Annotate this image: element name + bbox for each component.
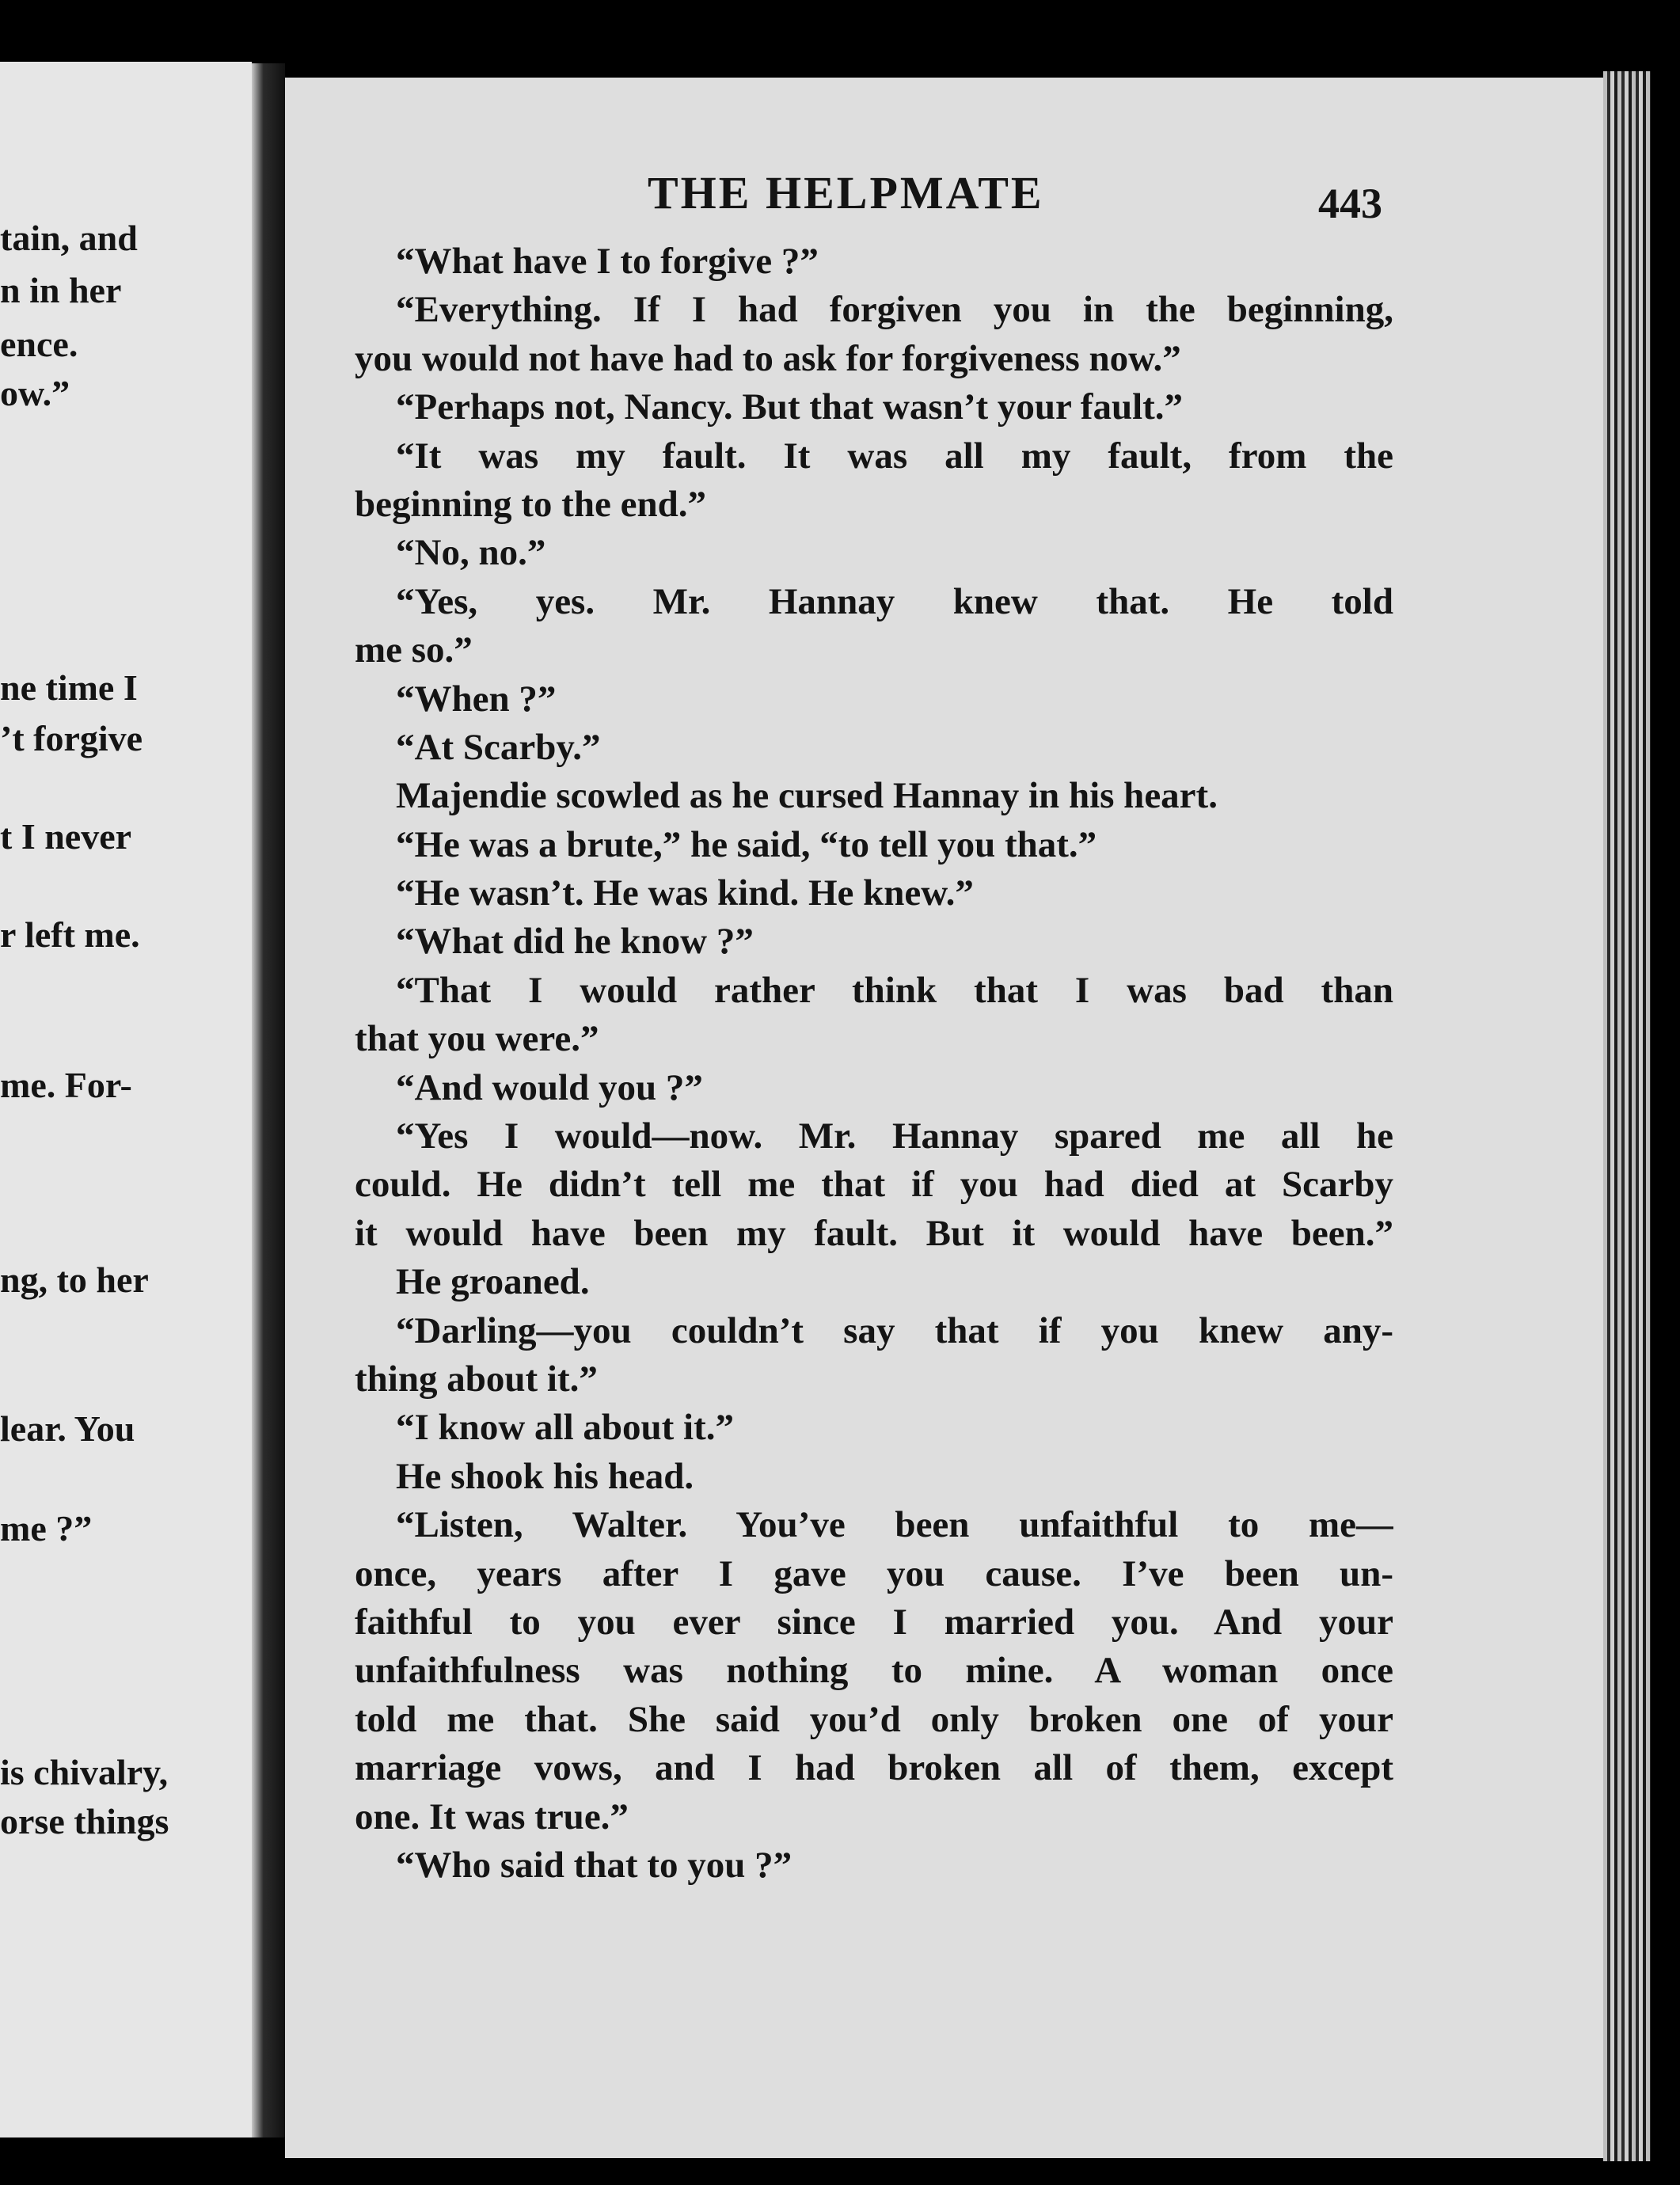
left-page-line: t I never [0,816,132,857]
text-line: “That I would rather think that I was bad than [396,969,1393,1011]
text-line: “Who said that to you ?” [396,1844,792,1886]
text-line: “Darling—you couldn’t say that if you knew any- [396,1309,1393,1351]
text-line: marriage vows, and I had broken all of them, except [355,1747,1393,1789]
text-line: you would not have had to ask for forgiveness now.” [355,337,1181,379]
text-line: “And would you ?” [396,1066,703,1108]
text-line: it would have been my fault. But it would have been.” [355,1212,1393,1254]
text-line: beginning to the end.” [355,483,706,525]
left-page-line: me ?” [0,1508,93,1548]
text-line: once, years after I gave you cause. I’ve been un- [355,1552,1393,1594]
text-line: He shook his head. [396,1455,694,1497]
left-page-line: is chivalry, [0,1752,169,1792]
page-edge [1603,71,1651,2161]
text-line: “Everything. If I had forgiven you in the beginning, [396,289,1393,331]
text-line: thing about it.” [355,1358,598,1400]
page-number: 443 [1318,180,1382,227]
text-line: “Listen, Walter. You’ve been unfaithful to me— [396,1504,1393,1546]
left-page-line: ng, to her [0,1260,149,1300]
text-line: “Yes, yes. Mr. Hannay knew that. He told [396,580,1393,622]
text-line: “When ?” [396,678,557,720]
text-line: that you were.” [355,1018,599,1060]
text-line: “At Scarby.” [396,726,601,768]
text-line: “What have I to forgive ?” [396,241,819,282]
left-page-line: ne time I [0,667,138,708]
text-line: me so.” [355,629,473,671]
left-page-line: n in her [0,270,122,310]
running-head: THE HELPMATE [648,167,1044,218]
left-page-line: ’t forgive [0,718,143,758]
text-line: “Yes I would—now. Mr. Hannay spared me all he [396,1115,1393,1157]
text-line: “No, no.” [396,532,546,574]
body-text [355,238,1393,1890]
text-line: “Perhaps not, Nancy. But that wasn’t your fault.” [396,386,1184,428]
left-page-line: ow.” [0,373,70,413]
left-page-line: r left me. [0,914,140,955]
text-line: one. It was true.” [355,1796,629,1837]
text-line: “What did he know ?” [396,921,754,963]
left-page [0,62,252,2138]
left-page-line: lear. You [0,1408,135,1449]
text-line: Majendie scowled as he cursed Hannay in his heart. [396,775,1218,817]
book-gutter [252,63,285,2138]
text-line: told me that. She said you’d only broken one of your [355,1698,1393,1740]
text-line: He groaned. [396,1261,590,1303]
text-line: “I know all about it.” [396,1407,735,1449]
left-page-line: ence. [0,324,78,364]
text-line: could. He didn’t tell me that if you had died at Scarby [355,1164,1393,1206]
text-line: “It was my fault. It was all my fault, from the [396,435,1393,477]
left-page-line: orse things [0,1801,169,1841]
left-page-line: me. For- [0,1065,132,1105]
text-line: faithful to you ever since I married you. And your [355,1601,1393,1643]
text-line: unfaithfulness was nothing to mine. A woman once [355,1650,1393,1692]
left-page-line: tain, and [0,218,138,258]
text-line: “He was a brute,” he said, “to tell you that.” [396,823,1097,865]
text-line: “He wasn’t. He was kind. He knew.” [396,872,974,914]
